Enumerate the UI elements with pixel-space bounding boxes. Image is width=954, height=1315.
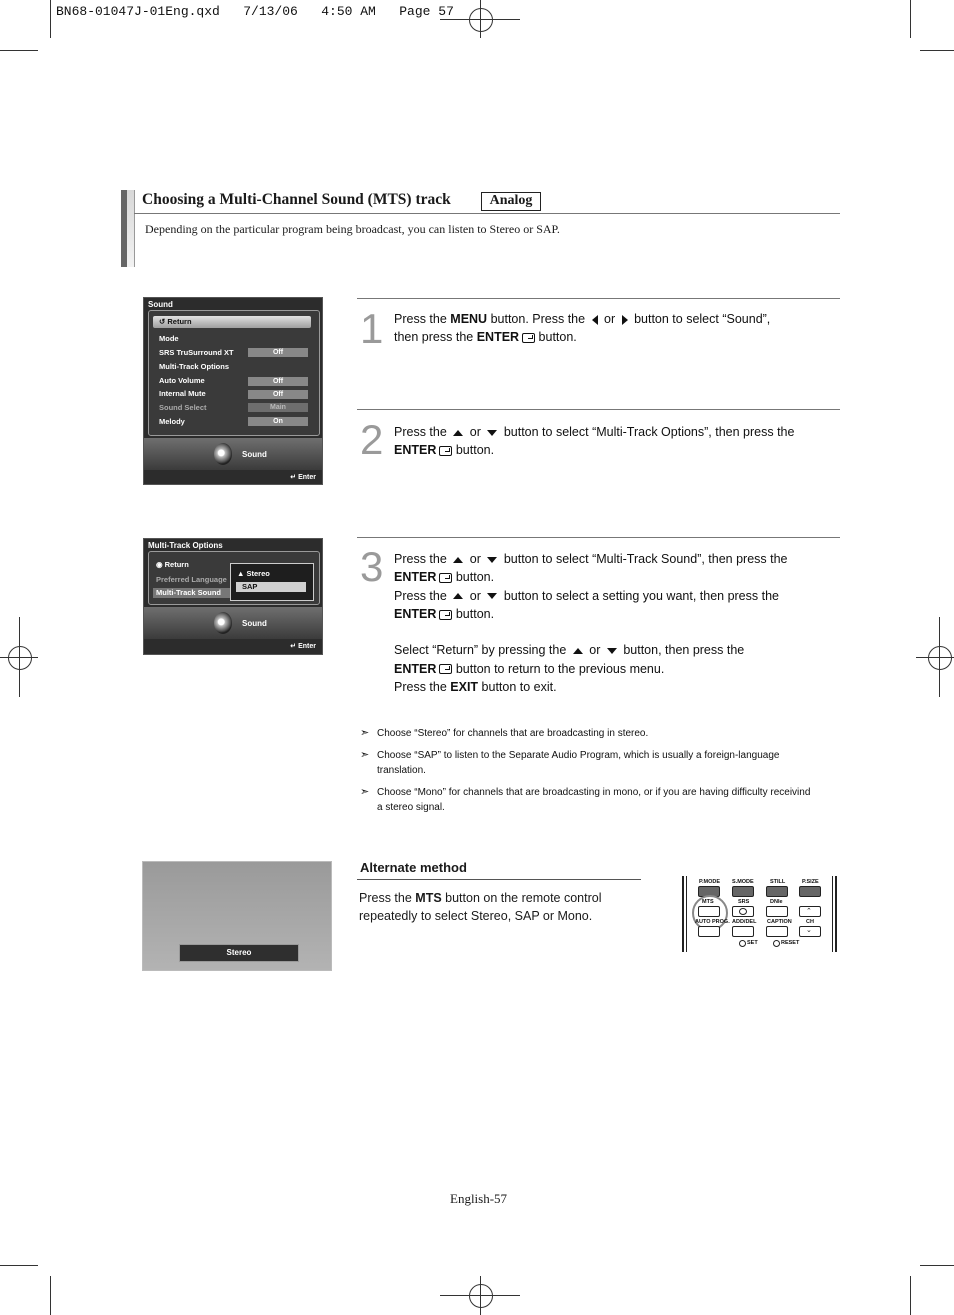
step-3-text: Press the or button to select “Multi-Track Sound”, then press the ENTER button. Press the or button to select a setting you want, then press the ENTER button. Select “Return” by pressing the or button, then press the ENTER button to return to the previous menu. Press the EXIT button to exit. — [394, 552, 788, 695]
section-sidebar-shade — [127, 190, 135, 267]
osd-title: Sound — [148, 300, 173, 309]
menu-item-multitrack-sound[interactable]: Multi-Track Sound — [153, 588, 234, 598]
up-arrow-icon — [453, 557, 463, 563]
chevron-down-icon: ⌄ — [806, 927, 812, 934]
menu-item-auto-volume[interactable]: Auto Volume — [159, 376, 205, 385]
registration-line — [19, 617, 20, 697]
remote-label: CH — [806, 919, 814, 925]
registration-line — [480, 1276, 481, 1315]
menu-item-sound-select: Sound Select — [159, 403, 207, 412]
osd-bottom-bar — [144, 438, 322, 470]
menu-value-auto-volume: Off — [248, 377, 308, 386]
down-arrow-icon — [487, 557, 497, 563]
crop-mark — [910, 1276, 911, 1315]
alternate-title: Alternate method — [360, 860, 467, 875]
popup-menu — [230, 563, 314, 601]
note-arrow-icon: ➣ — [360, 749, 370, 761]
page-footer: English-57 — [450, 1191, 508, 1206]
down-arrow-icon — [487, 593, 497, 599]
remote-edge — [832, 876, 833, 952]
remote-label: SET — [747, 940, 758, 946]
multitrack-menu-screen — [143, 538, 323, 655]
menu-value-srs: Off — [248, 348, 308, 357]
smode-button[interactable] — [732, 886, 754, 897]
dnie-button[interactable] — [766, 906, 788, 917]
registration-line — [480, 0, 481, 38]
remote-label: MTS — [702, 899, 714, 905]
registration-mark — [469, 1284, 493, 1308]
remote-label: SRS — [738, 899, 750, 905]
remote-label: P.MODE — [699, 879, 720, 885]
remote-label: RESET — [781, 940, 800, 946]
enter-icon — [439, 573, 452, 583]
set-button[interactable] — [739, 940, 746, 947]
down-arrow-icon — [607, 648, 617, 654]
add-del-button[interactable] — [732, 926, 754, 937]
chevron-up-icon: ⌃ — [806, 908, 812, 915]
crop-mark — [920, 1265, 954, 1266]
note-arrow-icon: ➣ — [360, 727, 370, 739]
right-arrow-icon — [622, 315, 628, 325]
up-arrow-icon — [453, 593, 463, 599]
psize-button[interactable] — [799, 886, 821, 897]
ch-up-button[interactable] — [799, 906, 821, 917]
remote-label: AUTO PROG. — [695, 919, 730, 925]
caption-button[interactable] — [766, 926, 788, 937]
remote-edge — [835, 876, 837, 952]
title-rule — [134, 213, 840, 214]
step-number: 1 — [360, 305, 384, 352]
remote-label: S.MODE — [732, 879, 754, 885]
osd-enter-hint: ↵ Enter — [290, 474, 316, 481]
return-icon: ↺ — [159, 317, 168, 326]
registration-mark — [928, 646, 952, 670]
menu-value-melody: On — [248, 417, 308, 426]
step-number: 3 — [360, 543, 384, 590]
crop-mark — [920, 50, 954, 51]
registration-mark — [469, 8, 493, 32]
srs-icon — [739, 908, 747, 915]
ch-down-button[interactable] — [799, 926, 821, 937]
menu-item-melody[interactable]: Melody — [159, 417, 185, 426]
remote-label: P.SIZE — [802, 879, 819, 885]
print-slug: BN68-01047J-01Eng.qxd 7/13/06 4:50 AM Page 57 — [56, 4, 454, 19]
remote-label: STILL — [770, 879, 786, 885]
osd-bottom-bar — [144, 607, 322, 639]
remote-label: CAPTION — [767, 919, 792, 925]
speaker-icon — [214, 612, 232, 634]
section-title: Choosing a Multi-Channel Sound (MTS) track — [142, 191, 451, 208]
crop-mark — [50, 0, 51, 38]
srs-button[interactable] — [732, 906, 754, 917]
enter-icon — [439, 610, 452, 620]
return-item[interactable]: ◉ Return — [156, 560, 189, 569]
menu-item-multitrack[interactable]: Multi-Track Options — [159, 362, 230, 371]
osd-bottom-label: Sound — [242, 619, 267, 628]
sound-menu-screen — [143, 297, 323, 485]
alternate-screen — [142, 861, 332, 971]
down-arrow-icon — [487, 430, 497, 436]
step-1-text: Press the MENU button. Press the or button to select “Sound”, then press the ENTER button. — [394, 312, 771, 345]
crop-mark — [0, 1265, 38, 1266]
speaker-icon — [214, 443, 232, 465]
return-icon: ◉ — [156, 560, 165, 569]
step-number: 2 — [360, 416, 384, 463]
menu-value-sound-select: Main — [248, 403, 308, 412]
menu-value-internal-mute: Off — [248, 390, 308, 399]
step-2-text: Press the or button to select “Multi-Track Options”, then press the ENTER button. — [394, 425, 795, 458]
enter-icon — [439, 446, 452, 456]
alternate-rule — [357, 879, 641, 880]
menu-item-mode[interactable]: Mode — [159, 334, 179, 343]
crop-mark — [0, 50, 38, 51]
registration-mark — [8, 646, 32, 670]
menu-panel — [148, 310, 320, 436]
mts-button[interactable] — [698, 906, 720, 917]
popup-option-sap[interactable]: SAP — [236, 582, 306, 592]
osd-bottom-label: Sound — [242, 450, 267, 459]
alternate-text: Press the MTS button on the remote control repeatedly to select Stereo, SAP or Mono. — [359, 891, 602, 924]
remote-illustration — [682, 876, 838, 952]
auto-prog-button[interactable] — [698, 926, 720, 937]
left-arrow-icon — [592, 315, 598, 325]
registration-line — [916, 657, 954, 658]
registration-line — [939, 617, 940, 697]
crop-mark — [910, 0, 911, 38]
enter-icon — [522, 333, 535, 343]
up-arrow-icon — [573, 648, 583, 654]
still-button[interactable] — [766, 886, 788, 897]
step-rule — [357, 298, 840, 299]
remote-label: ADD/DEL — [732, 919, 757, 925]
step-rule — [357, 537, 840, 538]
analog-badge: Analog — [481, 192, 541, 211]
crop-mark — [50, 1276, 51, 1315]
osd-enter-hint: ↵ Enter — [290, 643, 316, 650]
note-arrow-icon: ➣ — [360, 786, 370, 798]
step-rule — [357, 409, 840, 410]
popup-option-stereo[interactable]: ▲ Stereo — [237, 569, 270, 578]
remote-label: DNIe — [770, 899, 783, 905]
remote-edge — [686, 876, 687, 952]
return-item[interactable]: ↺ Return — [153, 316, 311, 328]
menu-item-preferred-language[interactable]: Preferred Language — [156, 575, 227, 584]
mts-status-bar: Stereo — [179, 944, 299, 962]
menu-item-internal-mute[interactable]: Internal Mute — [159, 389, 206, 398]
menu-panel — [148, 551, 320, 605]
up-arrow-icon — [453, 430, 463, 436]
osd-title: Multi-Track Options — [148, 541, 223, 550]
menu-item-srs[interactable]: SRS TruSurround XT — [159, 348, 234, 357]
section-intro: Depending on the particular program being broadcast, you can listen to Stereo or SAP. — [145, 222, 560, 236]
reset-button[interactable] — [773, 940, 780, 947]
remote-edge — [682, 876, 684, 952]
enter-icon — [439, 664, 452, 674]
